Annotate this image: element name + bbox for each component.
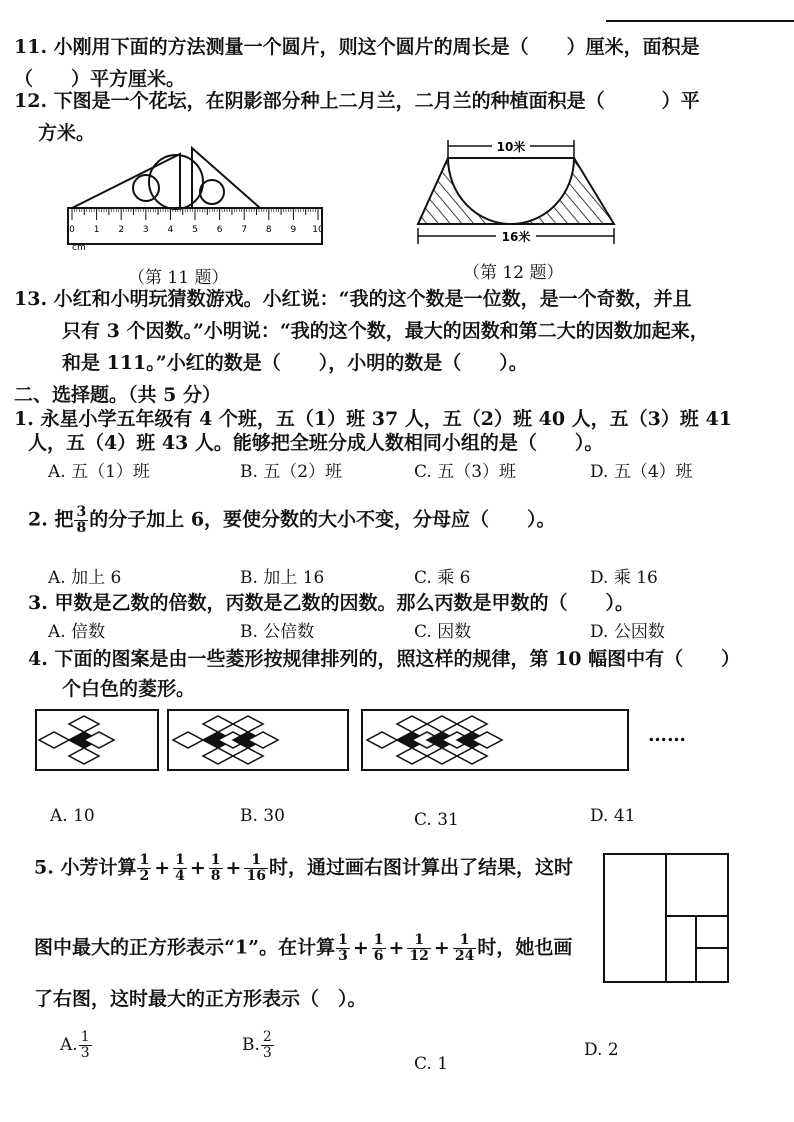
- ruler-tick-label: 10: [312, 225, 324, 235]
- c4-option-b: B. 30: [240, 806, 285, 826]
- c5-option-c: C. 1: [414, 1054, 449, 1074]
- fraction: $\frac{1}{3}$: [338, 932, 348, 964]
- ruler-tick-label: 6: [216, 225, 223, 235]
- ruler-tick-label: 4: [167, 225, 174, 235]
- plus-sign: +: [352, 936, 369, 959]
- plus-sign: +: [433, 936, 450, 959]
- c1-option-b: B. 五（2）班: [240, 462, 343, 482]
- c3-option-c: C. 因数: [414, 622, 472, 642]
- c5-line3: 了右图，这时最大的正方形表示（ ）。: [34, 988, 367, 1010]
- rhombus-patterns: [30, 706, 640, 776]
- white-rhombus: [69, 748, 99, 764]
- c4-line2: 个白色的菱形。: [62, 678, 196, 700]
- c3-option-a: A. 倍数: [48, 622, 106, 642]
- plus-sign: +: [154, 856, 171, 879]
- fraction: $\frac{1}{4}$: [175, 852, 185, 884]
- ruler-tick-label: 7: [241, 225, 248, 235]
- white-rhombus: [203, 748, 233, 764]
- small-circle-right: [200, 180, 224, 204]
- c1-option-a: A. 五（1）班: [48, 462, 150, 482]
- ruler-tick-label: 8: [265, 225, 272, 235]
- plus-sign: +: [388, 936, 405, 959]
- ruler-tick-label: 9: [290, 225, 297, 235]
- white-rhombus: [367, 732, 397, 748]
- rhombi: [39, 716, 502, 764]
- top-rule: [606, 20, 794, 22]
- white-rhombus: [173, 732, 203, 748]
- top-label: 10米: [496, 140, 526, 154]
- q11-line2: （ ）平方厘米。: [14, 68, 186, 90]
- q12-line2: 方米。: [38, 122, 96, 144]
- ruler-ticks: [69, 208, 324, 235]
- ruler-unit: cm: [72, 243, 86, 253]
- white-rhombus: [427, 716, 457, 732]
- c4-option-c: C. 31: [414, 810, 459, 830]
- ruler-tick-label: 0: [69, 225, 75, 235]
- fig11-caption: （第 11 题）: [128, 268, 229, 288]
- fraction: $\frac{1}{24}$: [454, 932, 475, 964]
- ruler-tick-label: 3: [142, 225, 149, 235]
- c5-option-b: B. $\frac{2}{3}$: [242, 1029, 272, 1061]
- q11-line1: 11. 小刚用下面的方法测量一个圆片，则这个圆片的周长是（ ）厘米，面积是: [14, 36, 700, 58]
- white-rhombus: [233, 748, 263, 764]
- c5-line2: 图中最大的正方形表示“1”。在计算 $\frac{1}{3}$ + $\frac{1}{6}$ + $\frac{1}{12}$ + $\frac{1}{24}$ 时，她也画: [34, 932, 573, 964]
- plus-sign: +: [225, 856, 242, 879]
- bottom-label: 16米: [501, 230, 531, 244]
- c4-line1: 4. 下面的图案是由一些菱形按规律排列的，照这样的规律，第 10 幅图中有（ ）: [28, 648, 741, 670]
- c4-ellipsis: ……: [648, 724, 686, 746]
- white-rhombus: [203, 716, 233, 732]
- ruler-tick-label: 2: [118, 225, 125, 235]
- c5-option-a: A. $\frac{1}{3}$: [60, 1029, 90, 1061]
- q12-line1: 12. 下图是一个花坛，在阴影部分种上二月兰，二月兰的种植面积是（ ）平: [14, 90, 700, 112]
- fraction: $\frac{1}{8}$: [210, 852, 221, 884]
- white-rhombus: [397, 748, 427, 764]
- c4-option-d: D. 41: [590, 806, 636, 826]
- fraction: $\frac{1}{16}$: [246, 852, 266, 884]
- c3-option-b: B. 公倍数: [240, 622, 315, 642]
- white-rhombus: [233, 716, 263, 732]
- q13-line3: 和是 111。”小红的数是（ ），小明的数是（ ）。: [62, 352, 528, 374]
- c2-option-c: C. 乘 6: [414, 568, 471, 588]
- white-rhombus: [457, 716, 487, 732]
- c2-option-a: A. 加上 6: [48, 568, 122, 588]
- c1-option-d: D. 五（4）班: [590, 462, 693, 482]
- c4-option-a: A. 10: [50, 806, 95, 826]
- ruler-tick-label: 1: [93, 225, 100, 235]
- c5-option-d: D. 2: [584, 1040, 619, 1060]
- c2-question: 2. 把 $\frac{3}{8}$ 的分子加上 6，要使分数的大小不变，分母应（ ）。: [28, 504, 556, 536]
- c5-line1: 5. 小芳计算 $\frac{1}{2}$ + $\frac{1}{4}$ + $\frac{1}{8}$ + $\frac{1}{16}$ 时，通过画右图计算出了结果，这时: [34, 852, 573, 884]
- q13-line1: 13. 小红和小明玩猜数游戏。小红说：“我的这个数是一位数，是一个奇数，并且: [14, 288, 692, 310]
- c2-option-b: B. 加上 16: [240, 568, 325, 588]
- fraction: $\frac{1}{12}$: [409, 932, 429, 964]
- flowerbed-figure: [408, 132, 630, 252]
- white-rhombus: [457, 748, 487, 764]
- c1-option-c: C. 五（3）班: [414, 462, 517, 482]
- fraction: $\frac{1}{2}$: [139, 852, 150, 884]
- c1-line2: 人，五（4）班 43 人。能够把全班分成人数相同小组的是（ ）。: [28, 432, 604, 454]
- fig12-caption: （第 12 题）: [463, 263, 564, 283]
- square-division-figure: [600, 850, 740, 990]
- ruler-tick-label: 5: [192, 225, 198, 235]
- white-rhombus: [69, 716, 99, 732]
- small-circle-left: [133, 175, 159, 201]
- section-title: 二、选择题。（共 5 分）: [14, 384, 221, 406]
- white-rhombus: [397, 716, 427, 732]
- c1-line1: 1. 永星小学五年级有 4 个班，五（1）班 37 人，五（2）班 40 人，五（3）班 41: [14, 408, 732, 430]
- q13-line2: 只有 3 个因数。”小明说：“我的这个数，最大的因数和第二大的因数加起来，: [62, 320, 709, 342]
- c3-line1: 3. 甲数是乙数的倍数，丙数是乙数的因数。那么丙数是甲数的（ ）。: [28, 592, 634, 614]
- c2-option-d: D. 乘 16: [590, 568, 658, 588]
- left-triangle: [72, 154, 180, 208]
- plus-sign: +: [189, 856, 206, 879]
- fraction: $\frac{1}{6}$: [373, 932, 384, 964]
- white-rhombus: [427, 748, 457, 764]
- c3-option-d: D. 公因数: [590, 622, 665, 642]
- white-rhombus: [39, 732, 69, 748]
- ruler-figure: [60, 146, 330, 258]
